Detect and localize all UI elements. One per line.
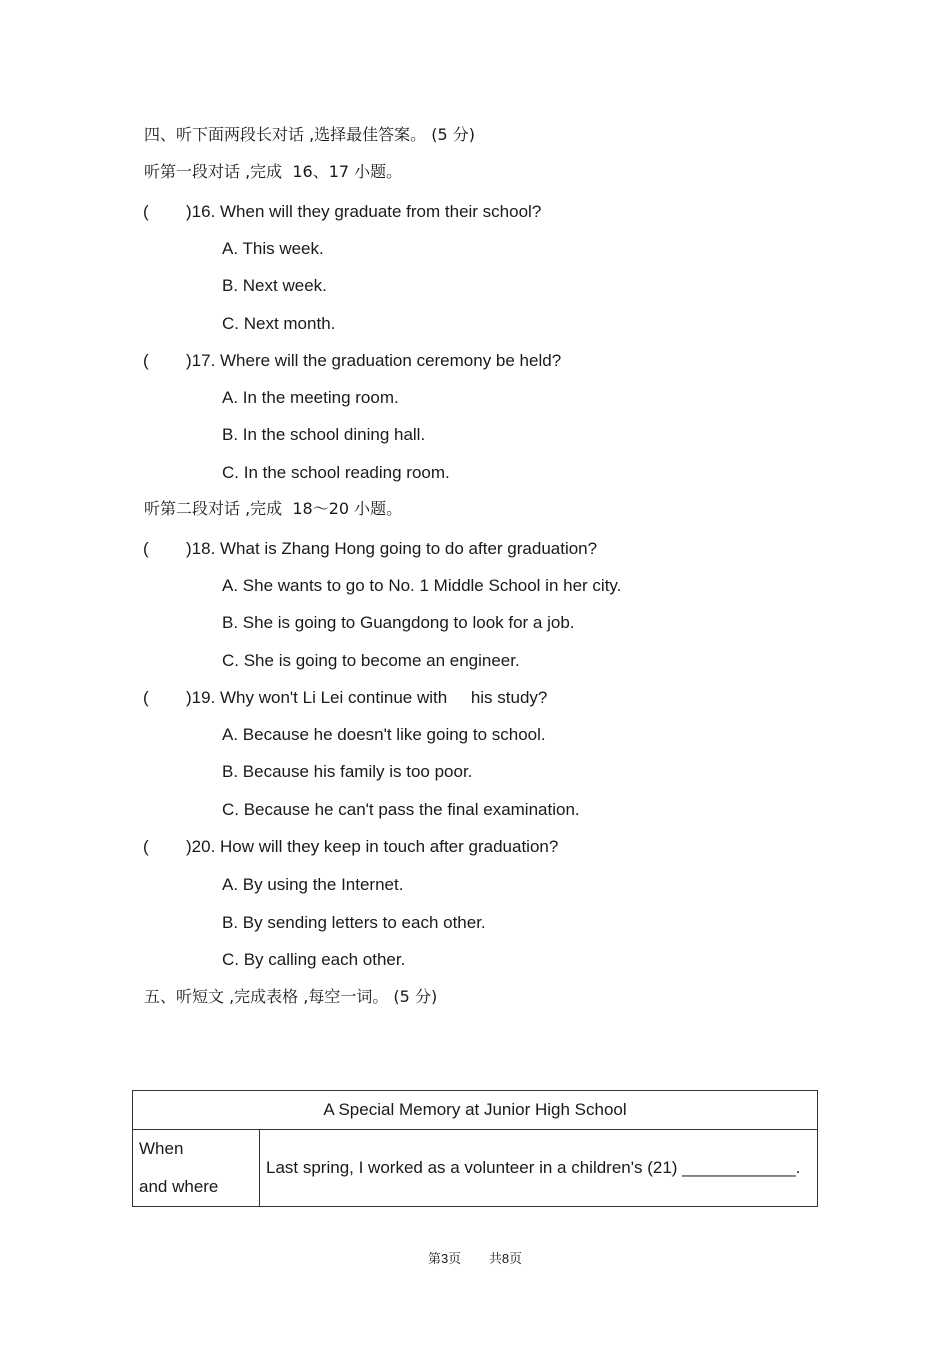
question-17-option-a: A. In the meeting room. (222, 388, 399, 407)
question-16-stem: )16. When will they graduate from their school? (186, 202, 542, 221)
question-19-stem: )19. Why won't Li Lei continue with his study? (186, 688, 548, 707)
question-17-stem: )17. Where will the graduation ceremony be held? (186, 351, 562, 370)
question-19-option-c: C. Because he can't pass the final examination. (222, 800, 580, 819)
answer-blank-19[interactable]: ( (143, 688, 149, 707)
page-total: 共8页 (488, 1251, 523, 1266)
row-label-line-1: When (139, 1139, 184, 1158)
dialog-2-intro: 听第二段对话 ,完成 18～20 小题。 (144, 499, 403, 518)
question-16-option-c: C. Next month. (222, 314, 336, 333)
answer-blank-20[interactable]: ( (143, 837, 149, 856)
row-label-line-2: and where (139, 1177, 219, 1196)
question-19-option-b: B. Because his family is too poor. (222, 762, 473, 781)
question-18-option-b: B. She is going to Guangdong to look for a job. (222, 613, 575, 632)
question-18-option-a: A. She wants to go to No. 1 Middle School in her city. (222, 576, 622, 595)
page-number: 第3页 (427, 1251, 462, 1266)
question-20-option-b: B. By sending letters to each other. (222, 913, 486, 932)
table-row (133, 1130, 818, 1207)
memory-table (132, 1090, 818, 1207)
question-18-stem: )18. What is Zhang Hong going to do after graduation? (186, 539, 598, 558)
question-17-option-c: C. In the school reading room. (222, 463, 450, 482)
table-title: A Special Memory at Junior High School (133, 1091, 818, 1130)
question-16-option-b: B. Next week. (222, 276, 327, 295)
page-footer (0, 1248, 950, 1267)
answer-blank-17[interactable]: ( (143, 351, 149, 370)
section-4-heading: 四、听下面两段长对话 ,选择最佳答案。 (5 分) (144, 125, 476, 144)
row-content-21[interactable]: Last spring, I worked as a volunteer in a children's (21) ____________. (260, 1130, 818, 1207)
dialog-1-intro: 听第一段对话 ,完成 16、17 小题。 (144, 162, 403, 181)
row-label-when-where (133, 1130, 260, 1207)
question-16-option-a: A. This week. (222, 239, 324, 258)
question-20-option-c: C. By calling each other. (222, 950, 406, 969)
question-20-option-a: A. By using the Internet. (222, 875, 404, 894)
answer-blank-16[interactable]: ( (143, 202, 149, 221)
question-17-option-b: B. In the school dining hall. (222, 425, 426, 444)
table-header-row (133, 1091, 818, 1130)
question-20-stem: )20. How will they keep in touch after graduation? (186, 837, 559, 856)
section-5-heading: 五、听短文 ,完成表格 ,每空一词。 (5 分) (144, 987, 438, 1006)
answer-blank-18[interactable]: ( (143, 539, 149, 558)
question-18-option-c: C. She is going to become an engineer. (222, 651, 520, 670)
question-19-option-a: A. Because he doesn't like going to school. (222, 725, 546, 744)
